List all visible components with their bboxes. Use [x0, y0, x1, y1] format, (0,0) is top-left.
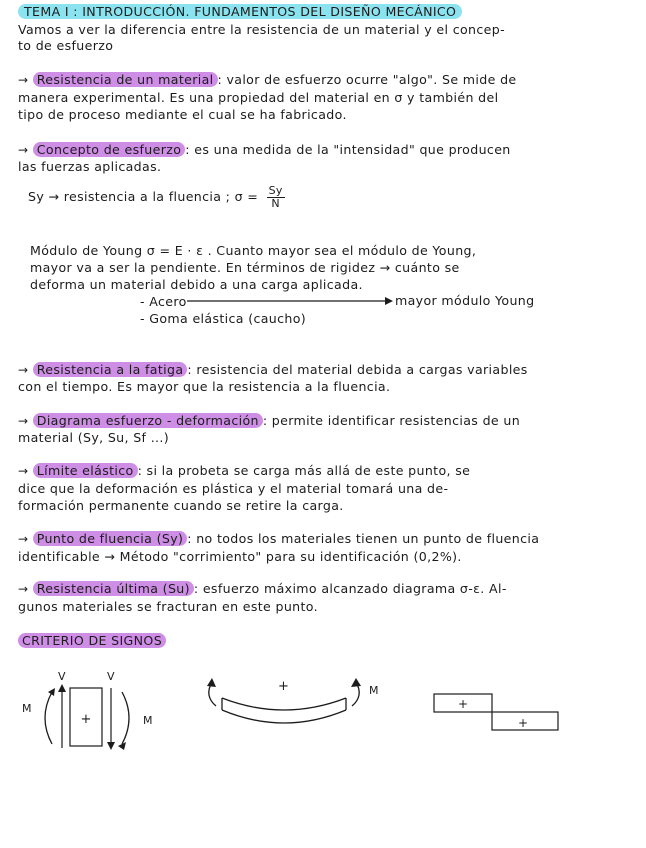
fraction-numerator: Sy — [268, 184, 283, 197]
fluencia-text: Sy → resistencia a la fluencia ; σ = — [28, 189, 259, 204]
moment-label-left: M — [22, 702, 32, 715]
term-concepto-esfuerzo: Concepto de esfuerzo — [33, 142, 186, 157]
long-arrow-icon — [185, 294, 395, 308]
concepto-esfuerzo-line-2: las fuerzas aplicadas. — [18, 159, 162, 174]
plus-sign: + — [517, 716, 529, 730]
item-fatiga-line-1 — [18, 362, 528, 378]
arrow-icon: → — [18, 73, 29, 87]
item-limite-line-2: dice que la deformación es plástica y el material tomará una de- — [18, 481, 449, 496]
plus-sign: + — [278, 679, 289, 694]
young-example-goma: - Goma elástica (caucho) — [140, 311, 307, 326]
fluencia-formula — [28, 185, 285, 210]
intro-line-2: to de esfuerzo — [18, 38, 114, 53]
arrow-icon: → — [18, 414, 29, 428]
young-line-1: Módulo de Young σ = E · ε . Cuanto mayor sea el módulo de Young, — [30, 243, 477, 258]
concepto-esfuerzo-line-1 — [18, 142, 511, 158]
arrow-icon: → — [18, 532, 29, 546]
resistencia-material-line-2: manera experimental. Es una propiedad del material en σ y también del — [18, 90, 499, 105]
definition-text: : si la probeta se carga más allá de este punto, se — [137, 463, 471, 478]
item-diagrama-line-1 — [18, 413, 520, 429]
item-fatiga-line-2: con el tiempo. Es mayor que la resistencia a la fluencia. — [18, 379, 391, 394]
shear-label-left: V — [58, 670, 66, 683]
term-limite-elastico: Límite elástico — [33, 463, 138, 478]
moment-label-right: M — [143, 714, 153, 727]
term-resistencia-ultima: Resistencia última (Su) — [33, 581, 194, 596]
item-ultima-line-1 — [18, 581, 507, 597]
young-line-2: mayor va a ser la pendiente. En términos de rigidez → cuánto se — [30, 260, 460, 275]
plus-sign: + — [80, 712, 92, 727]
item-limite-line-3: formación permanente cuando se retire la carga. — [18, 498, 344, 513]
term-resistencia-material: Resistencia de un material — [33, 72, 218, 87]
term-diagrama: Diagrama esfuerzo - deformación — [33, 413, 263, 428]
item-diagrama-line-2: material (Sy, Su, Sf ...) — [18, 430, 170, 445]
bent-beam-sketch — [207, 678, 379, 723]
criterio-heading-highlight: CRITERIO DE SIGNOS — [18, 633, 166, 648]
term-punto-fluencia: Punto de fluencia (Sy) — [33, 531, 188, 546]
definition-text: : valor de esfuerzo ocurre "algo". Se mide de — [217, 72, 517, 87]
item-fluencia-line-1 — [18, 531, 539, 547]
arrow-icon: → — [18, 464, 29, 478]
plus-sign: + — [457, 697, 469, 711]
definition-text: : resistencia del material debida a cargas variables — [187, 362, 528, 377]
resistencia-material-line-1 — [18, 72, 517, 88]
page-title — [18, 4, 462, 20]
shear-blocks-sketch — [434, 694, 558, 730]
young-line-3: deforma un material debido a una carga aplicada. — [30, 277, 363, 292]
moment-label: M — [369, 684, 379, 697]
sign-convention-diagram — [0, 660, 646, 760]
definition-text: : esfuerzo máximo alcanzado diagrama σ-ε. Al- — [193, 581, 507, 596]
arrow-icon: → — [18, 143, 29, 157]
fraction-denominator: N — [271, 197, 280, 210]
term-fatiga: Resistencia a la fatiga — [33, 362, 188, 377]
young-conclusion: mayor módulo Young — [395, 293, 535, 308]
resistencia-material-line-3: tipo de proceso mediante el cual se ha fabricado. — [18, 107, 347, 122]
shear-label-right: V — [107, 670, 115, 683]
definition-text: : no todos los materiales tienen un punto de fluencia — [187, 531, 540, 546]
criterio-heading — [18, 633, 166, 649]
item-fluencia-line-2: identificable → Método "corrimiento" para su identificación (0,2%). — [18, 549, 462, 564]
arrow-icon: → — [18, 363, 29, 377]
definition-text: : es una medida de la "intensidad" que producen — [185, 142, 511, 157]
item-limite-line-1 — [18, 463, 470, 479]
intro-line-1: Vamos a ver la diferencia entre la resistencia de un material y el concep- — [18, 22, 505, 37]
definition-text: : permite identificar resistencias de un — [262, 413, 521, 428]
young-example-acero: - Acero — [140, 294, 187, 309]
shear-element-sketch — [22, 670, 153, 750]
fraction — [267, 185, 285, 210]
item-ultima-line-2: gunos materiales se fracturan en este punto. — [18, 599, 318, 614]
title-highlight: TEMA I : INTRODUCCIÓN. FUNDAMENTOS DEL DISEÑO MECÁNICO — [18, 4, 462, 19]
arrow-icon: → — [18, 582, 29, 596]
